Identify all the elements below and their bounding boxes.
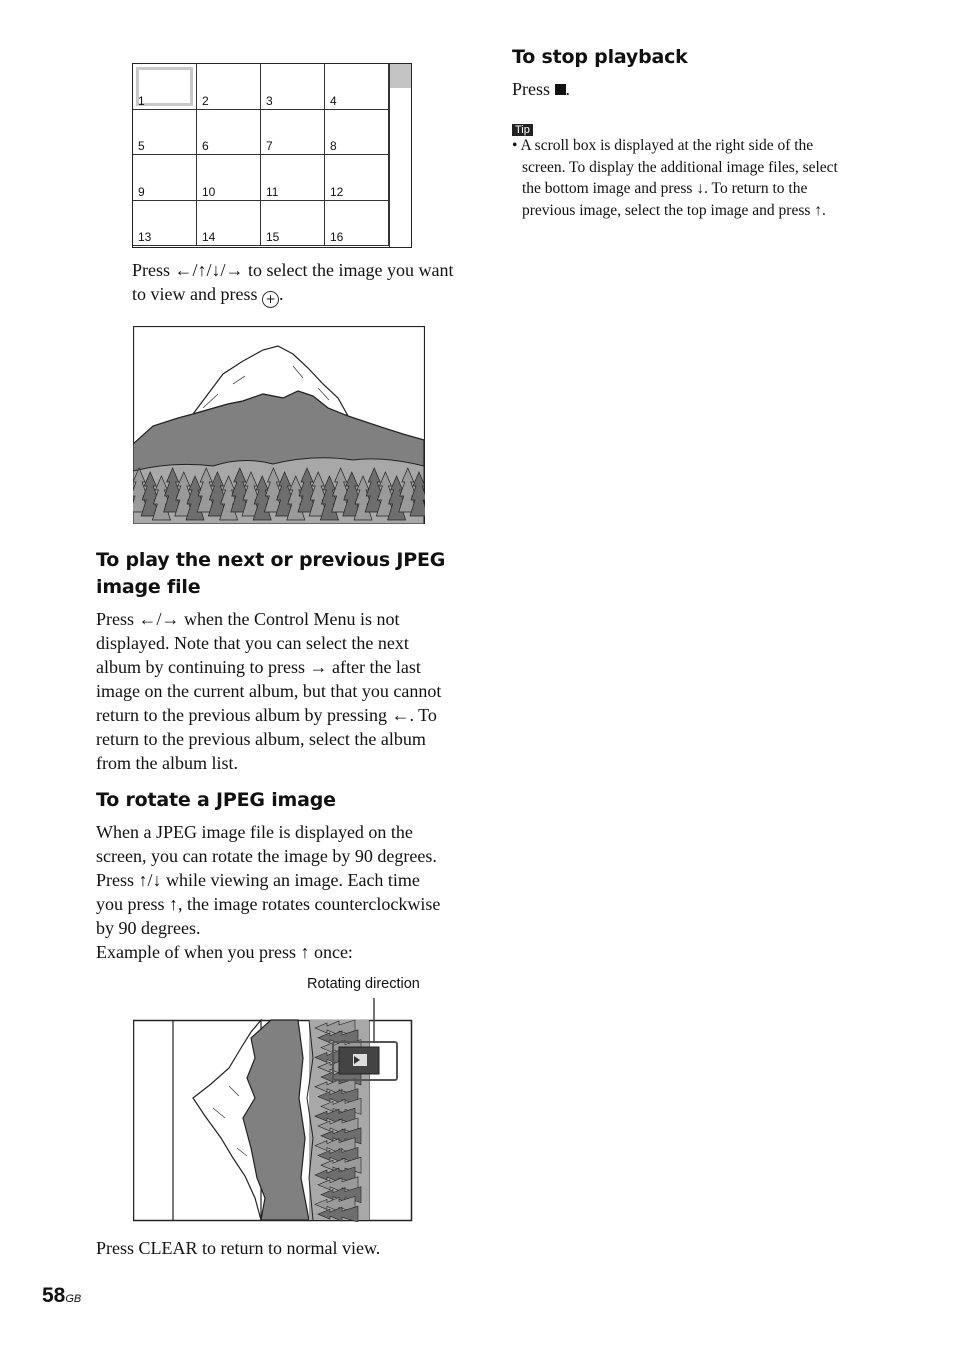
thumbnail-cell[interactable]: 9 [133,155,197,201]
scroll-thumb [390,64,411,88]
select-instruction-line2: to view and press + . [132,284,284,306]
paragraph-line: Example of when you press ↑ once: [96,942,353,962]
tip-line: • A scroll box is displayed at the right side of the [512,137,814,154]
select-instruction-line1: Press ←/↑/↓/→ to select the image you want [132,260,454,280]
thumbnail-cell[interactable]: 12 [325,155,389,201]
thumbnail-cell[interactable]: 16 [325,201,389,247]
paragraph-line: from the album list. [96,753,238,773]
rotate-paragraph [96,820,476,964]
next-previous-paragraph [96,607,476,775]
tip-badge: Tip [512,120,533,138]
heading-stop-playback: To stop playback [512,46,688,68]
paragraph-line: return to the previous album, select the album [96,729,426,749]
stop-instruction: Press . [512,79,571,99]
thumbnail-grid-cells [133,64,389,246]
paragraph-line: screen, you can rotate the image by 90 degrees. [96,846,437,866]
thumbnail-cell[interactable]: 13 [133,201,197,247]
thumbnail-cell[interactable]: 3 [261,64,325,110]
thumbnail-cell[interactable]: 7 [261,110,325,156]
mountain-illustration [133,326,425,524]
tip-line: screen. To display the additional image files, select [522,158,838,176]
scroll-box [389,64,411,247]
paragraph-line: image on the current album, but that you cannot [96,681,442,701]
tip-text [512,135,892,221]
thumbnail-cell[interactable]: 5 [133,110,197,156]
tip-line: previous image, select the top image and press ↑. [522,201,826,219]
thumbnail-cell[interactable]: 10 [197,155,261,201]
rotating-direction-label: Rotating direction [307,976,420,992]
page-number: 58GB [42,1284,82,1307]
paragraph-line: Press ←/→ when the Control Menu is not [96,609,400,629]
thumbnail-cell[interactable]: 2 [197,64,261,110]
thumbnail-grid [132,63,412,248]
clear-instruction: Press CLEAR to return to normal view. [96,1238,381,1258]
heading-rotate: To rotate a JPEG image [96,789,336,811]
tip-line: the bottom image and press ↓. To return to the [522,180,808,197]
paragraph-line: return to the previous album by pressing ←. To [96,705,437,725]
heading-next-previous: To play the next or previous JPEG image file [96,549,446,598]
paragraph-line: When a JPEG image file is displayed on the [96,822,413,842]
thumbnail-cell[interactable]: 1 [133,64,197,110]
paragraph-line: you press ↑, the image rotates counterclockwise [96,894,441,914]
stop-button-icon [555,84,566,95]
paragraph-line: displayed. Note that you can select the next [96,633,409,653]
thumbnail-cell[interactable]: 15 [261,201,325,247]
paragraph-line: album by continuing to press → after the last [96,657,421,677]
rotated-image-illustration [133,998,413,1222]
thumbnail-cell[interactable]: 11 [261,155,325,201]
thumbnail-cell[interactable]: 14 [197,201,261,247]
select-instruction [132,258,472,308]
enter-button-icon: + [262,291,279,308]
paragraph-line: by 90 degrees. [96,918,201,938]
thumbnail-cell[interactable]: 4 [325,64,389,110]
thumbnail-cell[interactable]: 8 [325,110,389,156]
paragraph-line: Press ↑/↓ while viewing an image. Each time [96,870,420,890]
thumbnail-cell[interactable]: 6 [197,110,261,156]
